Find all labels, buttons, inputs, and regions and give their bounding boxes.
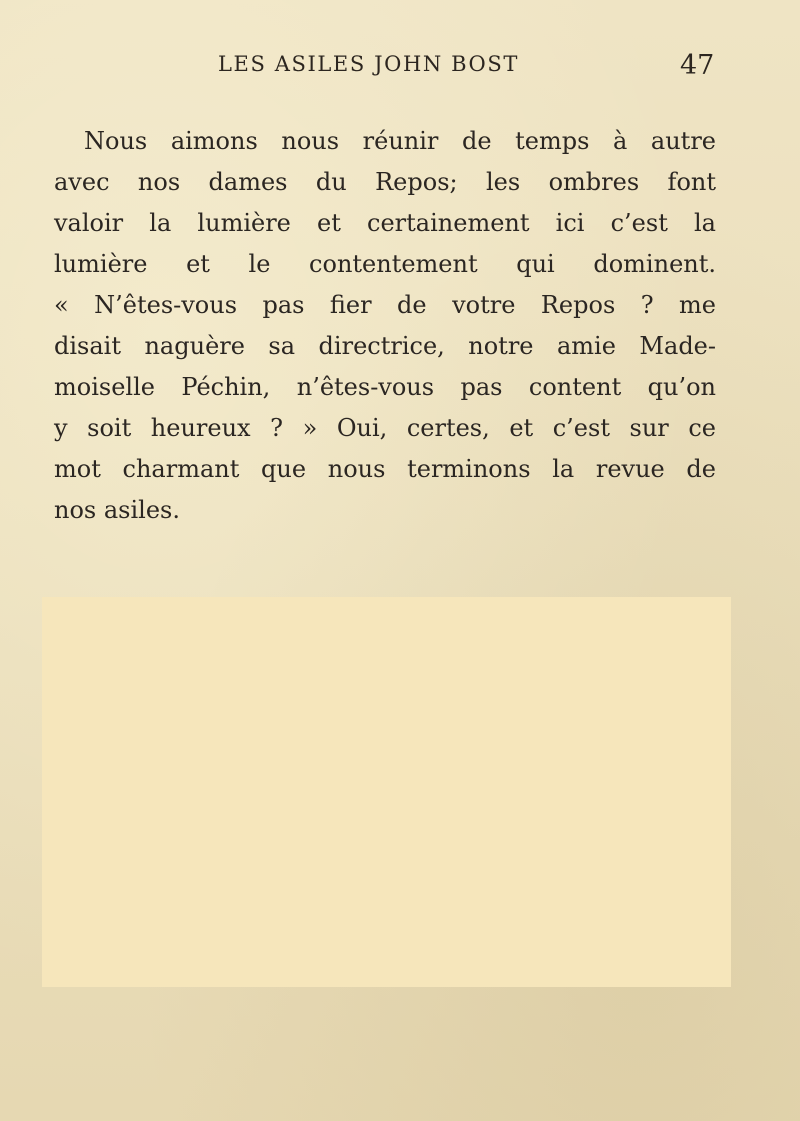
text-line: valoir la lumière et certainement ici c’est la <box>54 209 716 237</box>
running-head-title: LES ASILES JOHN BOST <box>218 52 519 76</box>
text-line: lumière et le contentement qui dominent. <box>54 250 716 278</box>
text-line: « N’êtes-vous pas fier de votre Repos ? me <box>54 291 716 319</box>
text-line: Nous aimons nous réunir de temps à autre <box>84 127 716 155</box>
text-line: moiselle Péchin, n’êtes-vous pas content qu’on <box>54 373 716 401</box>
paragraph <box>54 121 716 531</box>
text-line: avec nos dames du Repos; les ombres font <box>54 168 716 196</box>
running-head <box>0 50 800 84</box>
text-line: y soit heureux ? » Oui, certes, et c’est sur ce <box>54 414 716 442</box>
text-line: disait naguère sa directrice, notre amie Made- <box>54 332 716 360</box>
page-number: 47 <box>680 50 715 81</box>
text-line: mot charmant que nous terminons la revue de <box>54 455 716 483</box>
blank-plate-area <box>42 597 731 987</box>
text-line: nos asiles. <box>54 496 180 524</box>
